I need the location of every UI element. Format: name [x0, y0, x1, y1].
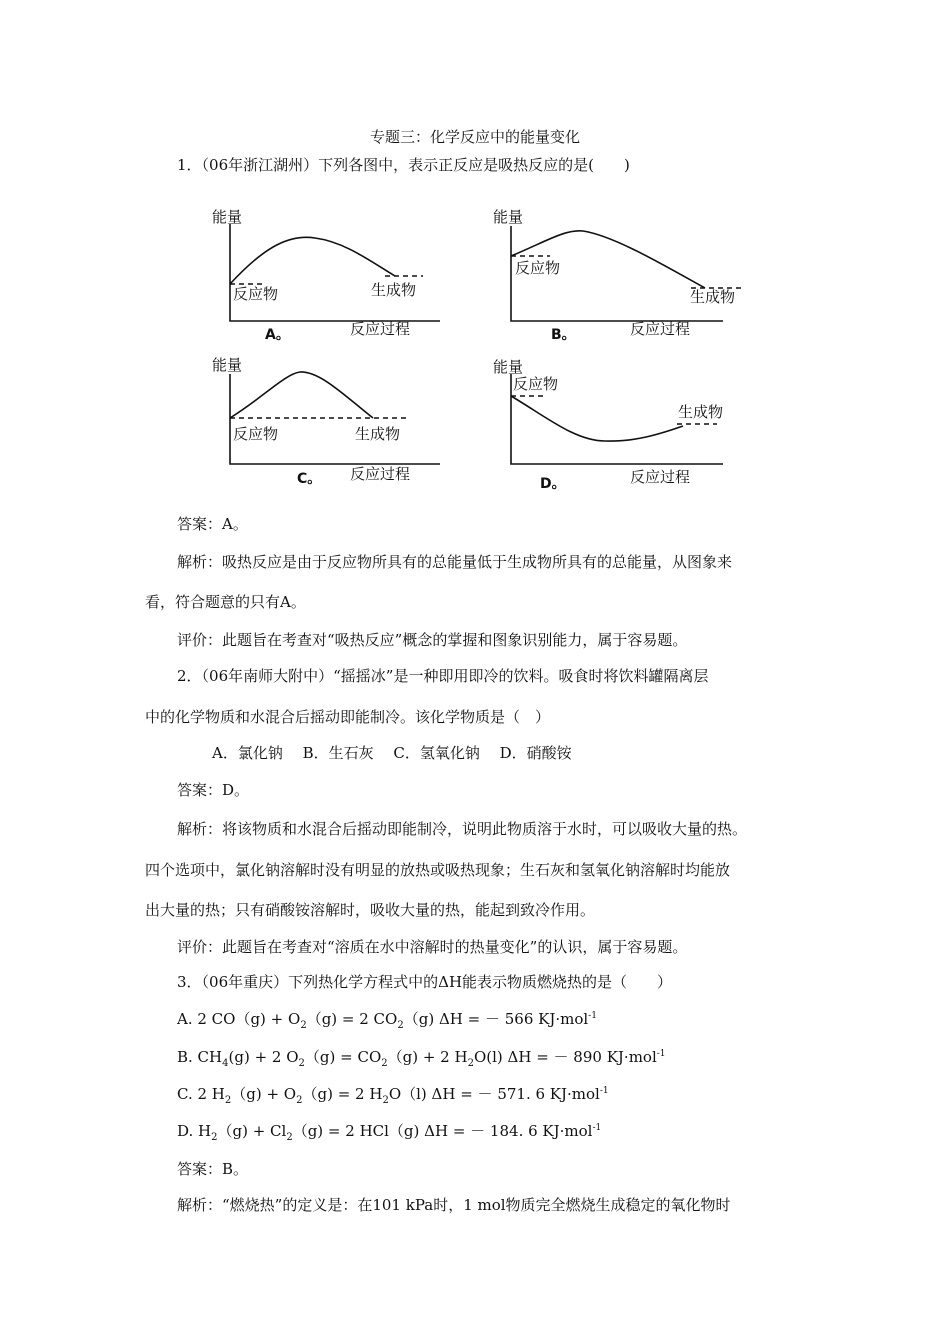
- panel-a-process-label: 反应过程: [350, 320, 411, 338]
- q1-analysis-line2: 看，符合题意的只有A。: [145, 593, 306, 611]
- q1-stem: 1．（06年浙江湖州）下列各图中，表示正反应是吸热反应的是( ): [177, 156, 630, 174]
- q3-option-b: B. $CH_4(g) + 2$ $O_2(g) = CO_2(g) + 2$ $H_2O(l) \Delta H$ = － 890 KJ·mol$^{-1}$: [177, 1048, 666, 1069]
- q3-answer: 答案：B。: [177, 1160, 249, 1178]
- q3-option-a: A. 2 $CO(g) + O_2(g) = 2$ $CO_2(g)$ ΔH = － 566 KJ·mol$^{-1}$: [177, 1010, 597, 1031]
- q2-stem-line2: 中的化学物质和水混合后摇动即能制冷。该化学物质是（ ）: [145, 708, 551, 726]
- panel-b-caption: B。: [551, 327, 576, 343]
- panel-c-product-label: 生成物: [355, 425, 401, 443]
- panel-a-curve: [230, 237, 395, 284]
- panel-b-energy-label: 能量: [493, 208, 524, 226]
- q1-answer: 答案：A。: [177, 515, 248, 533]
- q2-comment: 评价：此题旨在考查对“溶质在水中溶解时的热量变化”的认识，属于容易题。: [177, 938, 688, 956]
- panel-a-product-label: 生成物: [371, 281, 417, 299]
- q1-analysis-line1: 解析：吸热反应是由于反应物所具有的总能量低于生成物所具有的总能量，从图象来: [177, 553, 733, 571]
- panel-b-product-label: 生成物: [690, 288, 736, 306]
- panel-c-process-label: 反应过程: [350, 465, 411, 483]
- q3-option-c: C. 2 $H_2(g) + O_2(g) = 2$ $H_2O(l)$ ΔH = － 571. 6 KJ·mol$^{-1}$: [177, 1085, 609, 1106]
- q2-analysis-line3: 出大量的热；只有硝酸铵溶解时，吸收大量的热，能起到致冷作用。: [145, 901, 596, 919]
- panel-a-reactant-label: 反应物: [233, 285, 279, 303]
- q3-analysis-line1: 解析：“燃烧热”的定义是：在101 kPa时，1 mol物质完全燃烧生成稳定的氧化物时: [177, 1196, 731, 1214]
- panel-d-reactant-label: 反应物: [513, 375, 559, 393]
- panel-b-reactant-label: 反应物: [515, 259, 561, 277]
- q2-options: A．氯化钠 B．生石灰 C．氢氧化钠 D．硝酸铵: [212, 744, 572, 762]
- panel-d-energy-label: 能量: [493, 358, 524, 376]
- panel-d-product-label: 生成物: [678, 403, 724, 421]
- panel-d-curve: [511, 396, 683, 441]
- panel-c-energy-label: 能量: [212, 356, 243, 374]
- q3-stem: 3．（06年重庆）下列热化学方程式中的ΔH能表示物质燃烧热的是（ ）: [177, 973, 673, 991]
- energy-diagram-figure: [195, 196, 755, 496]
- panel-c-caption: C。: [297, 471, 322, 487]
- panel-c-curve: [230, 372, 373, 418]
- q2-analysis-line1: 解析：将该物质和水混合后摇动即能制冷，说明此物质溶于水时，可以吸收大量的热。: [177, 820, 748, 838]
- q2-stem-line1: 2．（06年南师大附中）“摇摇冰”是一种即用即冷的饮料。吸食时将饮料罐隔离层: [177, 667, 709, 685]
- q2-answer: 答案：D。: [177, 781, 250, 799]
- panel-a-caption: A。: [265, 327, 290, 343]
- panel-b-process-label: 反应过程: [630, 320, 691, 338]
- q1-comment: 评价：此题旨在考查对“吸热反应”概念的掌握和图象识别能力，属于容易题。: [177, 631, 688, 649]
- panel-d-caption: D。: [540, 476, 566, 492]
- panel-c-reactant-label: 反应物: [233, 425, 279, 443]
- q2-analysis-line2: 四个选项中，氯化钠溶解时没有明显的放热或吸热现象；生石灰和氢氧化钠溶解时均能放: [145, 861, 731, 879]
- panel-a-energy-label: 能量: [212, 208, 243, 226]
- panel-a-axes: [230, 224, 440, 321]
- q3-option-d: D. $H_2(g) + Cl_2(g) = 2$ HCl（g) ΔH = － 184. 6 KJ·mol$^{-1}$: [177, 1122, 602, 1143]
- page-title: 专题三：化学反应中的能量变化: [369, 128, 580, 146]
- panel-d-process-label: 反应过程: [630, 468, 691, 486]
